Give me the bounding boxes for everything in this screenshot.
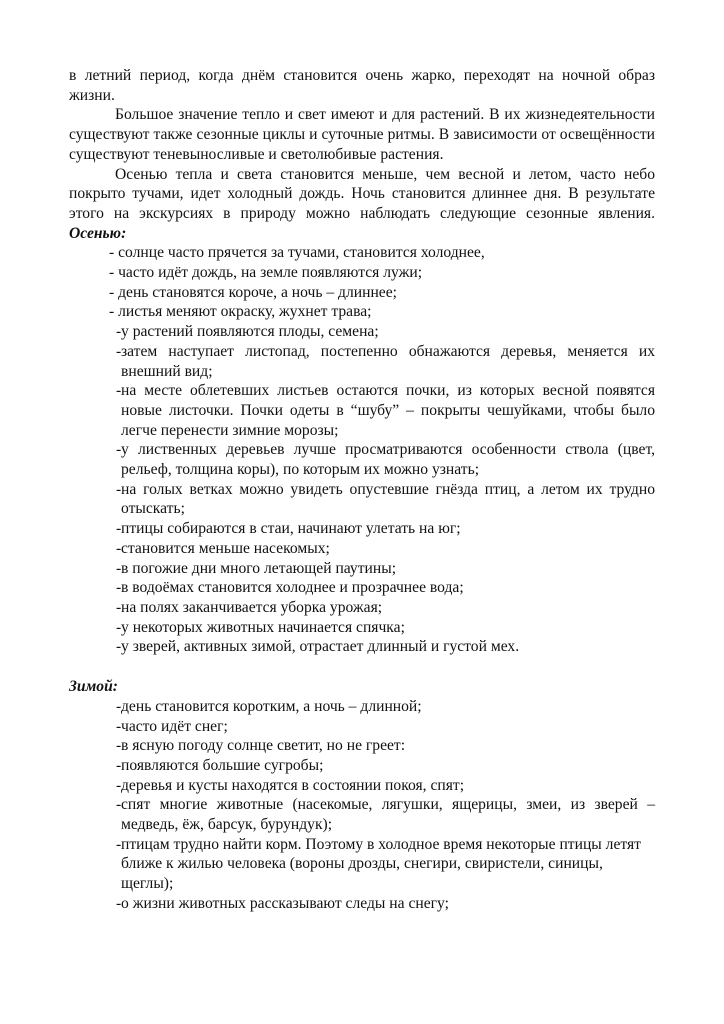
- list-item: [69, 480, 655, 519]
- list-item-text: у зверей, активных зимой, отрастает длинный и густой мех.: [121, 638, 520, 656]
- dash-marker: [116, 480, 121, 500]
- list-item-text: часто идёт снег;: [121, 717, 228, 735]
- list-item: [69, 440, 655, 479]
- dash-marker: [116, 894, 121, 914]
- autumn-dash-item: - солнце часто прячется за тучами, становится холоднее,: [109, 244, 485, 262]
- list-item: [69, 381, 655, 440]
- dash-marker: [116, 342, 121, 362]
- dash-marker: [116, 795, 121, 815]
- winter-list: [69, 697, 655, 914]
- autumn-dash-item: - часто идёт дождь, на земле появляются лужи;: [109, 264, 423, 282]
- dash-marker: [116, 717, 121, 737]
- dash-marker: [116, 637, 121, 657]
- list-item-text: у растений появляются плоды, семена;: [121, 323, 379, 341]
- list-item: [69, 894, 655, 914]
- document-page: [69, 66, 655, 914]
- dash-marker: [116, 776, 121, 796]
- dash-marker: [116, 736, 121, 756]
- list-item-text: становится меньше насекомых;: [121, 539, 330, 557]
- list-item: [69, 578, 655, 598]
- list-item-text: затем наступает листопад, постепенно обнажаются деревья, меняется их внешний вид;: [121, 342, 655, 380]
- list-item-text: в водоёмах становится холоднее и прозрачнее вода;: [121, 579, 464, 597]
- list-item-text: в ясную погоду солнце светит, но не греет:: [121, 737, 406, 755]
- autumn-paragraph-text: Осенью тепла и света становится меньше, чем весной и летом, часто небо покрыто тучами, идет холодный дождь. Ночь становится длиннее дня. В результате этого на экскурсиях в природу можно наблюдать следующие сезонные явления.: [69, 165, 655, 222]
- list-item-text: на полях заканчивается уборка урожая;: [121, 598, 383, 616]
- dash-marker: [116, 539, 121, 559]
- list-item: [69, 717, 655, 737]
- autumn-dash-item: - листья меняют окраску, жухнет трава;: [109, 303, 372, 321]
- list-item: [69, 835, 655, 894]
- list-item-text: птицы собираются в стаи, начинают улетать на юг;: [121, 520, 461, 538]
- autumn-list: [69, 322, 655, 657]
- list-item-text: деревья и кусты находятся в состоянии покоя, спят;: [121, 776, 465, 794]
- list-item: [69, 342, 655, 381]
- list-item-text: у некоторых животных начинается спячка;: [121, 618, 405, 636]
- dash-marker: [116, 440, 121, 460]
- intro-paragraph-2: Большое значение тепло и свет имеют и для растений. В их жизнедеятельности существуют также сезонные циклы и суточные ритмы. В зависимости от освещённости существуют теневыносливые и светолюбивые растения.: [69, 106, 655, 163]
- list-item: [69, 637, 655, 657]
- dash-marker: [116, 598, 121, 618]
- list-item: [69, 322, 655, 342]
- dash-marker: [116, 697, 121, 717]
- winter-heading: Зимой:: [69, 678, 118, 696]
- list-item-text: спят многие животные (насекомые, лягушки, ящерицы, змеи, из зверей – медведь, ёж, барсук, бурундук);: [121, 796, 655, 834]
- list-item: [69, 736, 655, 756]
- dash-marker: [116, 835, 121, 855]
- dash-marker: [116, 756, 121, 776]
- list-item-text: птицам трудно найти корм. Поэтому в холодное время некоторые птицы летят ближе к жилью человека (вороны дрозды, снегири, свиристели, синицы, щеглы);: [121, 835, 641, 893]
- list-item-text: на голых ветках можно увидеть опустевшие гнёзда птиц, а летом их трудно отыскать;: [121, 480, 655, 518]
- autumn-dash-item: - день становятся короче, а ночь – длиннее;: [109, 283, 397, 301]
- autumn-dash-list: [69, 243, 655, 322]
- list-item: [69, 519, 655, 539]
- intro-paragraph-1: в летний период, когда днём становится очень жарко, переходят на ночной образ жизни.: [69, 67, 655, 104]
- dash-marker: [116, 519, 121, 539]
- list-item: [69, 795, 655, 834]
- list-item: [69, 756, 655, 776]
- list-item-text: о жизни животных рассказывают следы на снегу;: [121, 894, 449, 912]
- list-item: [69, 618, 655, 638]
- list-item: [69, 559, 655, 579]
- dash-marker: [116, 381, 121, 401]
- list-item-text: на месте облетевших листьев остаются почки, из которых весной появятся новые листочки. Почки одеты в “шубу” – покрыты чешуйками, чтобы было легче перенести зимние морозы;: [121, 382, 655, 439]
- autumn-heading: Осенью:: [69, 224, 127, 242]
- list-item: [69, 539, 655, 559]
- list-item-text: в погожие дни много летающей паутины;: [121, 559, 397, 577]
- list-item: [69, 776, 655, 796]
- dash-marker: [116, 618, 121, 638]
- list-item-text: день становится коротким, а ночь – длинной;: [121, 697, 422, 715]
- list-item-text: у лиственных деревьев лучше просматриваются особенности ствола (цвет, рельеф, толщина коры), по которым их можно узнать;: [121, 441, 655, 479]
- dash-marker: [116, 559, 121, 579]
- autumn-paragraph: [69, 165, 655, 244]
- dash-marker: [116, 578, 121, 598]
- dash-marker: [116, 322, 121, 342]
- list-item: [69, 598, 655, 618]
- list-item-text: появляются большие сугробы;: [121, 756, 324, 774]
- list-item: [69, 697, 655, 717]
